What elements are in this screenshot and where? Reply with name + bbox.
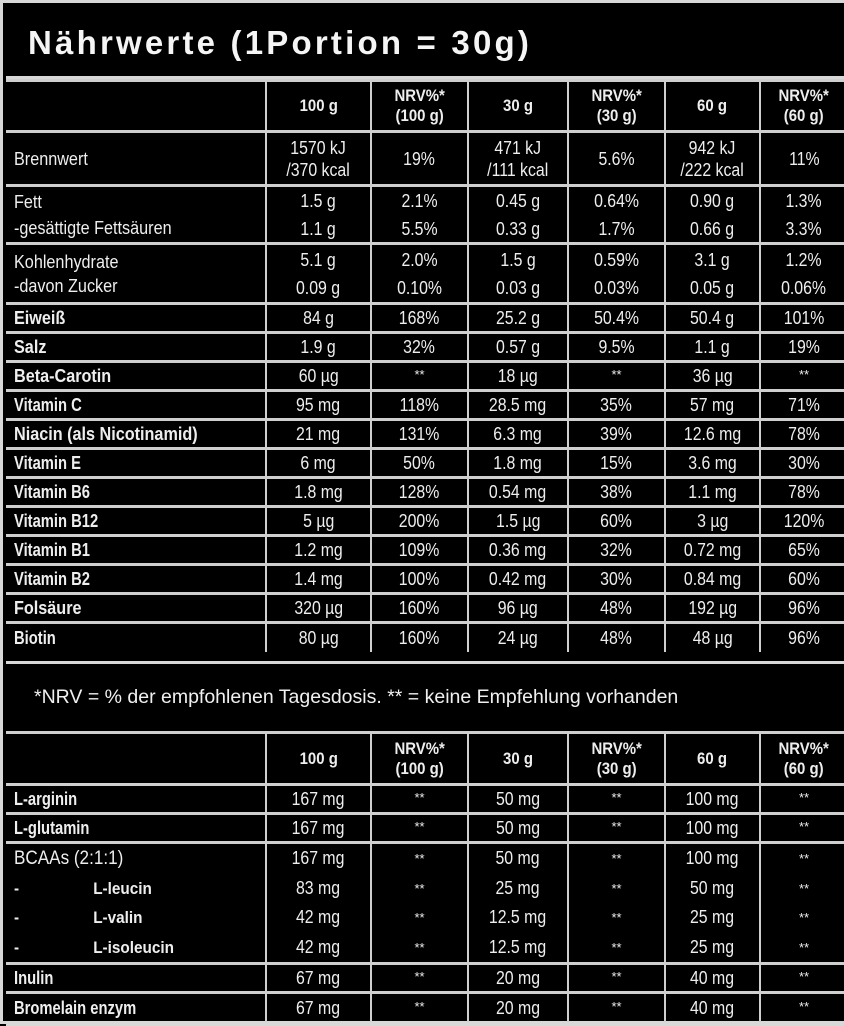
nrv-60g: ** [760, 362, 844, 391]
row-label: Salz [6, 333, 266, 362]
nrv-30g: ** [568, 993, 665, 1022]
nrv-30g: 32% [568, 536, 665, 565]
value-30g: 0.42 mg [468, 565, 568, 594]
nrv-100g: 2.0% 0.10% [371, 244, 468, 304]
nrv-30g: 9.5% [568, 333, 665, 362]
value-30g: 0.54 mg [468, 478, 568, 507]
header-30g: 30 g [468, 81, 568, 132]
footnote-block [6, 661, 844, 734]
row-label: Vitamin B12 [6, 507, 266, 536]
row-label: Vitamin B1 [6, 536, 266, 565]
nrv-100g: ** [371, 362, 468, 391]
value-30g: 0.36 mg [468, 536, 568, 565]
nrv-60g: 71% [760, 391, 844, 420]
nrv-30g: ** [568, 814, 665, 843]
nrv-30g: ** [568, 964, 665, 993]
table-row-biotin [6, 623, 844, 652]
value-30g: 0.57 g [468, 333, 568, 362]
table-row-folsaeure [6, 594, 844, 623]
header-30g: 30 g [468, 733, 568, 785]
nrv-30g: 15% [568, 449, 665, 478]
value-100g: 5 µg [266, 507, 371, 536]
nrv-60g: ** [760, 785, 844, 814]
nrv-60g: ** [760, 814, 844, 843]
header-nrv-100g: NRV%* (100 g) [371, 81, 468, 132]
value-100g: 5.1 g 0.09 g [266, 244, 371, 304]
table-row-salz [6, 333, 844, 362]
value-30g: 96 µg [468, 594, 568, 623]
row-label: Vitamin B2 [6, 565, 266, 594]
bcaa-sub-isoleucin: - L-isoleucin [14, 937, 174, 957]
bcaa-sub-valin: - L-valin [14, 908, 143, 927]
amino-header-row [6, 733, 844, 785]
row-label: L-glutamin [6, 814, 266, 843]
row-label: Eiweiß [6, 304, 266, 333]
table-row-vitamin-b1 [6, 536, 844, 565]
header-nrv-100g: NRV%* (100 g) [371, 733, 468, 785]
value-60g: 12.6 mg [665, 420, 760, 449]
table-row-bromelain [6, 993, 844, 1022]
value-100g: 67 mg [266, 993, 371, 1022]
value-100g: 320 µg [266, 594, 371, 623]
row-label: Vitamin C [6, 391, 266, 420]
row-label: Bromelain enzym [6, 993, 266, 1022]
table-row-vitamin-b2 [6, 565, 844, 594]
value-100g: 167 mg [266, 814, 371, 843]
value-60g: 3 µg [665, 507, 760, 536]
table-row-inulin [6, 964, 844, 993]
value-30g: 20 mg [468, 993, 568, 1022]
value-30g: 0.45 g 0.33 g [468, 186, 568, 244]
value-60g: 100 mg 50 mg 25 mg 25 mg [665, 843, 760, 964]
header-empty [6, 81, 266, 132]
value-100g: 60 µg [266, 362, 371, 391]
nrv-100g: 128% [371, 478, 468, 507]
header-nrv-60g: NRV%* (60 g) [760, 81, 844, 132]
value-30g: 20 mg [468, 964, 568, 993]
nrv-100g: 131% [371, 420, 468, 449]
table-row-vitamin-b6 [6, 478, 844, 507]
nutrition-table [6, 79, 844, 652]
footnote-text: *NRV = % der empfohlenen Tagesdosis. ** = keine Empfehlung vorhanden [34, 686, 679, 708]
header-empty [6, 733, 266, 785]
value-100g: 67 mg [266, 964, 371, 993]
nrv-60g: 60% [760, 565, 844, 594]
nrv-100g: ** [371, 964, 468, 993]
value-60g: 1.1 g [665, 333, 760, 362]
value-60g: 100 mg [665, 785, 760, 814]
value-100g: 84 g [266, 304, 371, 333]
table-row-vitamin-e [6, 449, 844, 478]
value-60g: 57 mg [665, 391, 760, 420]
value-30g: 6.3 mg [468, 420, 568, 449]
nrv-30g: ** ** ** ** [568, 843, 665, 964]
nrv-60g: ** [760, 993, 844, 1022]
table-row-brennwert [6, 132, 844, 186]
nrv-30g: 5.6% [568, 132, 665, 186]
table-row-eiweiss [6, 304, 844, 333]
value-60g: 3.1 g 0.05 g [665, 244, 760, 304]
header-nrv-30g: NRV%* (30 g) [568, 81, 665, 132]
nrv-60g: 120% [760, 507, 844, 536]
value-100g: 1.8 mg [266, 478, 371, 507]
value-100g: 6 mg [266, 449, 371, 478]
nrv-100g: 160% [371, 594, 468, 623]
value-100g: 1.2 mg [266, 536, 371, 565]
table-row-vitamin-b12 [6, 507, 844, 536]
nrv-100g: 109% [371, 536, 468, 565]
value-60g: 100 mg [665, 814, 760, 843]
row-label: L-arginin [6, 785, 266, 814]
nrv-30g: 50.4% [568, 304, 665, 333]
nrv-100g: 118% [371, 391, 468, 420]
value-30g: 1.5 µg [468, 507, 568, 536]
nrv-60g: ** ** ** ** [760, 843, 844, 964]
nrv-100g: ** [371, 814, 468, 843]
value-30g: 471 kJ /111 kcal [468, 132, 568, 186]
nrv-60g: 1.2% 0.06% [760, 244, 844, 304]
nrv-30g: 39% [568, 420, 665, 449]
nrv-60g: 96% [760, 623, 844, 652]
value-30g: 25.2 g [468, 304, 568, 333]
value-60g: 1.1 mg [665, 478, 760, 507]
nrv-100g: 50% [371, 449, 468, 478]
table-row-l-arginin [6, 785, 844, 814]
nrv-60g: 96% [760, 594, 844, 623]
value-100g: 95 mg [266, 391, 371, 420]
nrv-60g: 78% [760, 420, 844, 449]
header-60g: 60 g [665, 81, 760, 132]
value-60g: 40 mg [665, 964, 760, 993]
value-100g: 1570 kJ /370 kcal [266, 132, 371, 186]
nrv-60g: 65% [760, 536, 844, 565]
nrv-60g: 19% [760, 333, 844, 362]
nrv-60g: 1.3% 3.3% [760, 186, 844, 244]
value-60g: 0.72 mg [665, 536, 760, 565]
nrv-100g: 19% [371, 132, 468, 186]
nrv-60g: 11% [760, 132, 844, 186]
row-label: Kohlenhydrate -davon Zucker [6, 244, 266, 304]
value-30g: 50 mg [468, 785, 568, 814]
nrv-30g: 30% [568, 565, 665, 594]
table-row-bcaas [6, 843, 844, 964]
bcaa-sub-leucin: - L-leucin [14, 878, 152, 898]
nrv-100g: 168% [371, 304, 468, 333]
value-100g: 167 mg [266, 785, 371, 814]
row-label: Brennwert [6, 132, 266, 186]
nrv-60g: 30% [760, 449, 844, 478]
table-header-row [6, 81, 844, 132]
value-30g: 1.5 g 0.03 g [468, 244, 568, 304]
nrv-100g: 100% [371, 565, 468, 594]
value-60g: 36 µg [665, 362, 760, 391]
value-60g: 192 µg [665, 594, 760, 623]
value-100g: 1.4 mg [266, 565, 371, 594]
header-100g: 100 g [266, 81, 371, 132]
nrv-100g: ** ** ** ** [371, 843, 468, 964]
header-100g: 100 g [266, 733, 371, 785]
nrv-30g: ** [568, 785, 665, 814]
nrv-60g: ** [760, 964, 844, 993]
value-30g: 1.8 mg [468, 449, 568, 478]
row-label: Niacin (als Nicotinamid) [6, 420, 266, 449]
nrv-30g: 35% [568, 391, 665, 420]
nrv-30g: 0.59% 0.03% [568, 244, 665, 304]
value-30g: 28.5 mg [468, 391, 568, 420]
nrv-60g: 78% [760, 478, 844, 507]
value-30g: 50 mg [468, 814, 568, 843]
header-nrv-60g: NRV%* (60 g) [760, 733, 844, 785]
row-label: Vitamin E [6, 449, 266, 478]
table-row-l-glutamin [6, 814, 844, 843]
header-nrv-30g: NRV%* (30 g) [568, 733, 665, 785]
row-label: Vitamin B6 [6, 478, 266, 507]
value-60g: 50.4 g [665, 304, 760, 333]
value-100g: 80 µg [266, 623, 371, 652]
nrv-100g: ** [371, 993, 468, 1022]
value-30g: 24 µg [468, 623, 568, 652]
value-60g: 48 µg [665, 623, 760, 652]
nrv-30g: ** [568, 362, 665, 391]
nrv-100g: ** [371, 785, 468, 814]
row-label: Biotin [6, 623, 266, 652]
row-label: Beta-Carotin [6, 362, 266, 391]
value-100g: 167 mg 83 mg 42 mg 42 mg [266, 843, 371, 964]
row-label: BCAAs (2:1:1) - L-leucin - L-valin - L-isoleucin [6, 843, 266, 964]
table-row-kohlenhydrate [6, 244, 844, 304]
value-100g: 21 mg [266, 420, 371, 449]
nrv-60g: 101% [760, 304, 844, 333]
nrv-100g: 200% [371, 507, 468, 536]
row-label: Inulin [6, 964, 266, 993]
nrv-30g: 60% [568, 507, 665, 536]
value-100g: 1.5 g 1.1 g [266, 186, 371, 244]
value-60g: 942 kJ /222 kcal [665, 132, 760, 186]
nrv-30g: 48% [568, 594, 665, 623]
nrv-30g: 38% [568, 478, 665, 507]
page-title: Nährwerte (1Portion = 30g) [28, 24, 533, 61]
value-30g: 18 µg [468, 362, 568, 391]
value-60g: 0.84 mg [665, 565, 760, 594]
nrv-100g: 160% [371, 623, 468, 652]
value-30g: 50 mg 25 mg 12.5 mg 12.5 mg [468, 843, 568, 964]
table-row-vitamin-c [6, 391, 844, 420]
nrv-100g: 32% [371, 333, 468, 362]
nrv-30g: 0.64% 1.7% [568, 186, 665, 244]
table-row-beta-carotin [6, 362, 844, 391]
value-60g: 3.6 mg [665, 449, 760, 478]
row-label: Folsäure [6, 594, 266, 623]
value-60g: 0.90 g 0.66 g [665, 186, 760, 244]
nrv-30g: 48% [568, 623, 665, 652]
value-100g: 1.9 g [266, 333, 371, 362]
table-row-fett [6, 186, 844, 244]
amino-table [6, 731, 844, 1022]
nrv-100g: 2.1% 5.5% [371, 186, 468, 244]
row-label: Fett -gesättigte Fettsäuren [6, 186, 266, 244]
value-60g: 40 mg [665, 993, 760, 1022]
title-block [6, 6, 844, 79]
header-60g: 60 g [665, 733, 760, 785]
table-row-niacin [6, 420, 844, 449]
